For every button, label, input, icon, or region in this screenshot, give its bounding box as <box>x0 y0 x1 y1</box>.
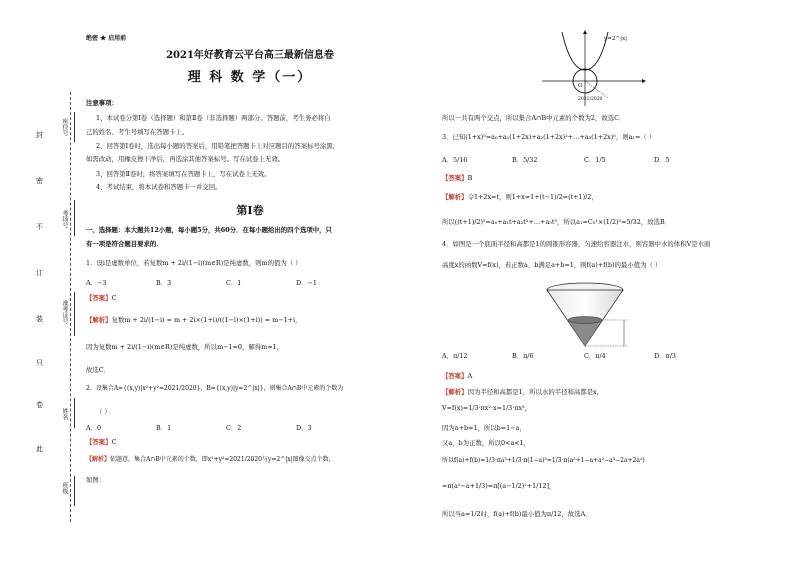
y-axis-arrow <box>583 30 587 34</box>
analysis-tag: 【解析】 <box>86 456 111 463</box>
q4-explanation: V=f(x)=1/3·πx²·x=1/3·πx³， <box>442 404 532 412</box>
exam-room-line <box>74 200 75 236</box>
answer-tag: 【答案】 <box>86 438 112 446</box>
notice-line: 3、回答第Ⅱ卷时，将答案填写在答题卡上，写在试卷上无效。 <box>96 170 271 178</box>
notice-line: 4、考试结束，将本试卷和答题卡一并交回。 <box>96 183 222 191</box>
question-1: 1．设i是虚数单位，若复数m + 2i/(1−i)(m∈R)是纯虚数，则m的值为（ ） <box>86 259 302 267</box>
graph-radius-label: 2021/2020 <box>578 97 603 102</box>
q1-option-d: D．−1 <box>296 279 317 287</box>
q4-explanation: 又a，b为正数，所以0<a<1， <box>442 439 531 447</box>
paper-title: 2021年好教育云平台高三最新信息卷 <box>166 50 334 61</box>
q1-explanation: 复数m + 2i/(1−i) = m + 2i×(1+i)/((1−i)×(1+i)) = m−1+i， <box>111 316 302 324</box>
graph-curve-label: y=2^|x| <box>604 36 628 42</box>
side-char: 装 <box>36 315 43 323</box>
side-char: 此 <box>36 445 43 453</box>
question-4: 4．如图是一个底面半径和高都是1的圆锥形容器，匀速给容器注水，则容器中水的体积V是水面 <box>442 240 711 248</box>
q4-answer: A <box>467 372 473 380</box>
q1-option-c: C．1 <box>226 279 242 287</box>
q4-explanation: 因为半径和高都是1，所以水的半径和高都是x， <box>467 388 604 396</box>
side-char: 只 <box>36 359 43 367</box>
analysis-tag: 【解析】 <box>442 388 468 396</box>
notice-line: 2、回答第Ⅰ卷时，选出每小题的答案后，用铅笔把答题卡上对应题目的答案标号涂黑， <box>96 142 340 150</box>
q2-blank: （ ） <box>96 408 111 416</box>
side-char: 不 <box>36 223 43 231</box>
side-char: 订 <box>36 269 43 277</box>
q1-option-a: A．−3 <box>86 279 107 287</box>
q3-option-c: C．1/5 <box>584 156 606 164</box>
side-char: 密 <box>36 177 43 185</box>
name-label: 姓名 <box>61 408 68 420</box>
question-2: 2．设集合A={(x,y)|x²+y²=2021/2020}，B={(x,y)|y=2^|x|}，则集合A∩B中元素的个数为 <box>86 385 344 392</box>
notice-heading: 注意事项： <box>86 99 118 107</box>
q2-explanation: 依题意，集合A∩B中元素的个数，即x²+y²=2021/2020与y=2^|x|图像交点个数， <box>110 456 335 463</box>
q2-explanation: 如图： <box>86 476 106 484</box>
r-text: 所以一共有两个交点，所以集合A∩B中元素的个数为2，故选C． <box>442 114 626 122</box>
q4-option-b: B．π/6 <box>512 352 534 360</box>
q1-explanation: 故选C． <box>86 366 111 374</box>
x-axis-arrow <box>642 79 646 83</box>
q4-explanation: 所以f(a)+f(b)=1/3·πa³+1/3·π(1−a)³=1/3·π(a³+1−a+a²−a³−2a+2a²) <box>442 457 645 464</box>
binding-line <box>70 92 71 522</box>
q4-option-c: C．π/4 <box>584 352 606 360</box>
q1-answer: C <box>111 294 117 302</box>
notice-line: 如需改动，用橡皮擦干净后，再选涂其他答案标号。写在试卷上无效。 <box>86 155 285 163</box>
class-line <box>74 476 75 506</box>
q3-answer: B <box>467 174 473 182</box>
analysis-tag: 【解析】 <box>442 193 468 201</box>
side-char: 封 <box>36 131 43 139</box>
q4-option-d: D．π/3 <box>654 352 676 360</box>
water-surface <box>568 317 602 324</box>
q2-answer: C <box>111 438 117 446</box>
name-line <box>74 398 75 428</box>
section-intro: 一、选择题：本大题共12小题，每小题5分，共60分．在每小题给出的四个选项中，只 <box>86 226 332 234</box>
q3-explanation: 令1+2x=t，则1+x=1+(t−1)/2=(t+1)/2， <box>467 193 598 201</box>
answer-tag: 【答案】 <box>442 174 468 182</box>
answer-tag: 【答案】 <box>442 372 468 380</box>
notice-line: 己的姓名、考生号填写在答题卡上。 <box>86 128 189 136</box>
section-title: 第Ⅰ卷 <box>236 204 264 217</box>
q4-option-a: A．π/12 <box>442 352 468 360</box>
q4-explanation: 所以当a=1/2时，f(a)+f(b)最小值为π/12，故选A． <box>442 510 592 518</box>
cone-figure <box>540 280 640 350</box>
q4-explanation: 因为a+b=1，所以b=1−a， <box>442 424 526 432</box>
q2-option-b: B．1 <box>156 424 172 432</box>
question-4: 高度x的函数V=f(x)，若正数a，b满足a+b=1，则f(a)+f(b)的最小值为（ ） <box>442 261 662 269</box>
seat-number-label: 座位号 <box>61 118 68 136</box>
q2-option-a: A．0 <box>86 424 102 432</box>
graph-origin-label: O <box>578 83 583 89</box>
q1-explanation: 因为复数m + 2i/(1−i)(m∈R)是纯虚数，所以m−1=0，解得m=1， <box>86 343 284 351</box>
graph-figure <box>538 28 648 108</box>
analysis-tag: 【解析】 <box>86 316 112 324</box>
q1-option-b: B．3 <box>156 279 172 287</box>
admission-number-label: 准考证号 <box>61 300 68 324</box>
question-3: 3．已知(1+x)⁵=a₀+a₁(1+2x)+a₂(1+2x)²+…+a₅(1+2x)⁵，则a₁=（ ） <box>442 133 656 141</box>
cone-water <box>568 320 602 346</box>
q3-explanation: 所以((t+1)/2)⁵=a₀+a₁t+a₂t²+…+a₅t⁵，所以a₁=C₅¹×(1/2)⁵=5/32，故选B． <box>442 218 672 226</box>
admission-number-line <box>74 292 75 336</box>
q3-option-b: B．5/32 <box>512 156 538 164</box>
q2-option-d: D．3 <box>296 424 312 432</box>
q3-option-d: D．5 <box>654 156 670 164</box>
q4-explanation: =π(a²−a+1/3)=π[(a−1/2)²+1/12]， <box>442 482 556 490</box>
answer-tag: 【答案】 <box>86 294 112 302</box>
q2-option-c: C．2 <box>226 424 242 432</box>
q3-option-a: A．5/16 <box>442 156 468 164</box>
side-char: 卷 <box>36 401 43 409</box>
seat-number-line <box>74 112 75 142</box>
exam-room-label: 考场号 <box>61 210 68 228</box>
class-label: 班级 <box>61 482 68 494</box>
section-intro: 有一项是符合题目要求的． <box>86 240 163 248</box>
notice-line: 1、本试卷分第Ⅰ卷（选择题）和第Ⅱ卷（非选择题）两部分。答题前，考生务必将自 <box>96 114 331 122</box>
secret-mark: 绝密 ★ 启用前 <box>86 35 127 42</box>
paper-subtitle: 理 科 数 学（一） <box>187 70 313 85</box>
